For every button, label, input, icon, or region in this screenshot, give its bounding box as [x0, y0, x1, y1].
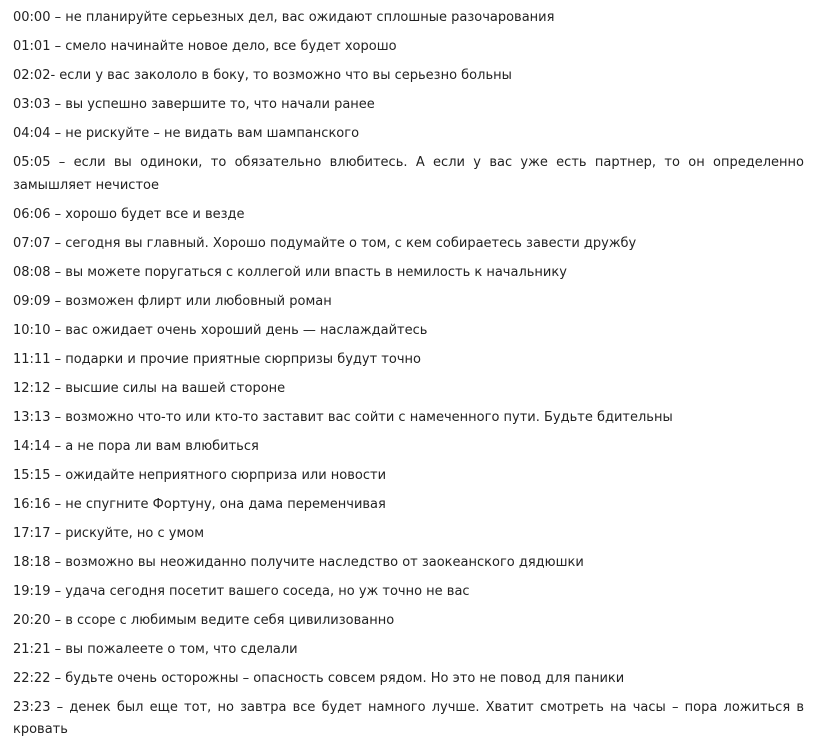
entry-0707: 07:07 – сегодня вы главный. Хорошо подумайте о том, с кем собираетесь завести дружбу [13, 235, 637, 251]
entry-2121: 21:21 – вы пожалеете о том, что сделали [13, 641, 298, 657]
entry-1010: 10:10 – вас ожидает очень хороший день — наслаждайтесь [13, 322, 428, 338]
time-meanings-list [13, 7, 804, 748]
entry-0101: 01:01 – смело начинайте новое дело, все будет хорошо [13, 39, 397, 54]
entry-1717: 17:17 – рискуйте, но с умом [13, 525, 205, 541]
entry-0808: 08:08 – вы можете поругаться с коллегой или впасть в немилость к начальнику [13, 264, 567, 280]
entry-2323: 23:23 – денек был еще тот, но завтра все будет намного лучше. Хватит смотреть на часы – пора ложиться в кровать [13, 699, 804, 737]
entry-0505: 05:05 – если вы одиноки, то обязательно влюбитесь. А если у вас уже есть партнер, то он определенно замышляет нечистое [13, 155, 804, 193]
entry-2222: 22:22 – будьте очень осторожны – опасность совсем рядом. Но это не повод для паники [13, 670, 625, 686]
entry-1919: 19:19 – удача сегодня посетит вашего соседа, но уж точно не вас [13, 583, 470, 599]
entry-1515: 15:15 – ожидайте неприятного сюрприза или новости [13, 467, 387, 483]
entry-1313: 13:13 – возможно что-то или кто-то заставит вас сойти с намеченного пути. Будьте бдительны [13, 409, 673, 425]
entry-2020: 20:20 – в ссоре с любимым ведите себя цивилизованно [13, 612, 395, 628]
entry-1111: 11:11 – подарки и прочие приятные сюрпризы будут точно [13, 351, 421, 367]
entry-0404: 04:04 – не рискуйте – не видать вам шампанского [13, 126, 360, 141]
entry-0202: 02:02- если у вас закололо в боку, то возможно что вы серьезно больны [13, 68, 512, 83]
entry-1818: 18:18 – возможно вы неожиданно получите наследство от заокеанского дядюшки [13, 554, 584, 570]
entry-0000: 00:00 – не планируйте серьезных дел, вас ожидают сплошные разочарования [13, 10, 555, 25]
entry-1616: 16:16 – не спугните Фортуну, она дама переменчивая [13, 496, 386, 512]
entry-1414: 14:14 – а не пора ли вам влюбиться [13, 438, 259, 454]
entry-0606: 06:06 – хорошо будет все и везде [13, 206, 245, 222]
entry-0303: 03:03 – вы успешно завершите то, что начали ранее [13, 97, 375, 112]
entry-1212: 12:12 – высшие силы на вашей стороне [13, 380, 286, 396]
entry-0909: 09:09 – возможен флирт или любовный роман [13, 293, 332, 309]
